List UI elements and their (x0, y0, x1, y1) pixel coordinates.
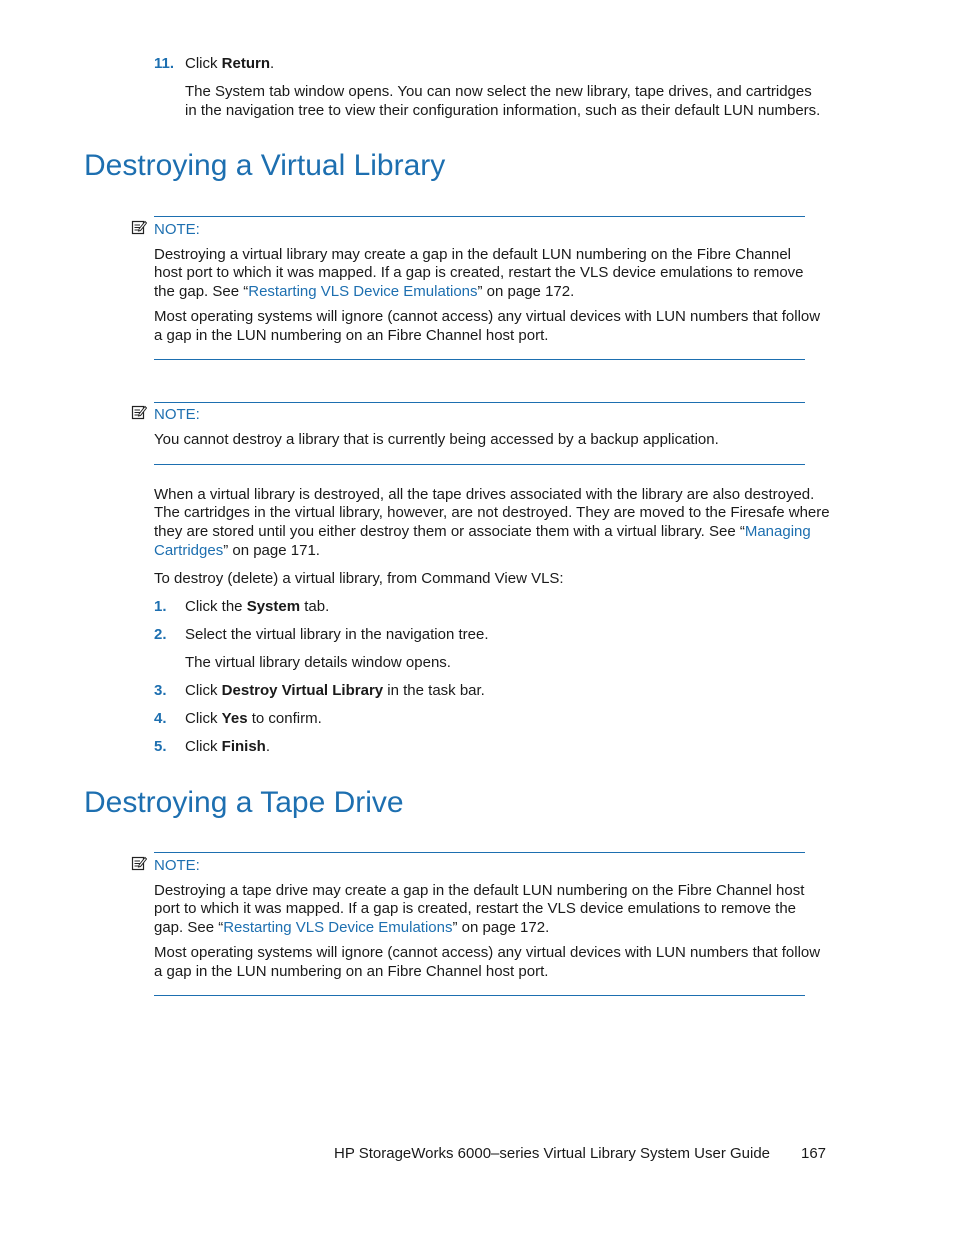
note-text-line: You cannot destroy a library that is currently being accessed by a backup application. (154, 431, 719, 448)
note-text-line: Most operating systems will ignore (cannot access) any virtual devices with LUN numbers that follow (154, 944, 821, 961)
note-text-line: Most operating systems will ignore (cannot access) any virtual devices with LUN numbers that follow (154, 308, 821, 325)
note-text-line: host port to which it was mapped. If a gap is created, restart the VLS device emulations to remove (154, 264, 804, 281)
body-line: The cartridges in the virtual library, however, are not destroyed. They are moved to the Firesafe where (154, 504, 830, 521)
step-11 (154, 54, 174, 73)
destroy-virtual-library-label: Destroy Virtual Library (221, 682, 384, 699)
procedure-intro: To destroy (delete) a virtual library, from Command View VLS: (154, 570, 564, 587)
note-text-line: a gap in the LUN numbering on an Fibre Channel host port. (154, 327, 549, 344)
step-2-subtext: The virtual library details window opens. (185, 654, 451, 671)
restarting-vls-link[interactable]: Restarting VLS Device Emulations (223, 919, 453, 936)
system-label: System (246, 598, 301, 615)
managing-cartridges-link[interactable]: Managing (744, 523, 811, 540)
note-pencil-icon (131, 855, 147, 871)
yes-label: Yes (221, 710, 248, 727)
section-title-destroying-virtual-library: Destroying a Virtual Library (84, 149, 446, 182)
step-5-text: Click Finish. (185, 738, 271, 755)
note-text-line: port to which it was mapped. If a gap is created, restart the VLS device emulations to remove the (154, 900, 796, 917)
note-top-rule (154, 852, 805, 853)
body-line: Cartridges” on page 171. (154, 542, 320, 559)
note-text-line: Destroying a tape drive may create a gap in the default LUN numbering on the Fibre Channel host (154, 882, 805, 899)
step-11-text: Click Return. (185, 55, 275, 72)
step-11-desc-line: The System tab window opens. You can now select the new library, tape drives, and cartridges (185, 83, 812, 100)
restarting-vls-link[interactable]: Restarting VLS Device Emulations (248, 283, 478, 300)
step-number: 5. (154, 738, 167, 755)
finish-label: Finish (221, 738, 266, 755)
step-4-text: Click Yes to confirm. (185, 710, 322, 727)
body-line: When a virtual library is destroyed, all the tape drives associated with the library are also destroyed. (154, 486, 815, 503)
note-pencil-icon (131, 404, 147, 420)
step-1-text: Click the System tab. (185, 598, 330, 615)
note-pencil-icon (131, 219, 147, 235)
footer-title: HP StorageWorks 6000–series Virtual Library System User Guide (334, 1145, 771, 1162)
step-3-text: Click Destroy Virtual Library in the task bar. (185, 682, 485, 699)
note-label: NOTE: (154, 857, 200, 874)
note-label: NOTE: (154, 221, 200, 238)
step-number: 11. (154, 55, 175, 72)
note-top-rule (154, 216, 805, 217)
step-number: 4. (154, 710, 167, 727)
note-bottom-rule (154, 359, 805, 360)
step-number: 2. (154, 626, 167, 643)
note-text-line: a gap in the LUN numbering on an Fibre Channel host port. (154, 963, 549, 980)
page-number: 167 (801, 1145, 827, 1162)
step-11-desc-line: in the navigation tree to view their configuration information, such as their default LUN numbers. (185, 102, 821, 119)
step-number: 1. (154, 598, 167, 615)
note-text-line: gap. See “Restarting VLS Device Emulations” on page 172. (154, 919, 550, 936)
body-line: they are stored until you either destroy them or associate them with a virtual library. See “Managing (154, 523, 811, 540)
managing-cartridges-link[interactable]: Cartridges (154, 542, 224, 559)
return-label: Return (221, 55, 271, 72)
note-bottom-rule (154, 464, 805, 465)
note-text-line: Destroying a virtual library may create a gap in the default LUN numbering on the Fibre Channel (154, 246, 792, 263)
step-number: 3. (154, 682, 167, 699)
note-label: NOTE: (154, 406, 200, 423)
note-bottom-rule (154, 995, 805, 996)
note-text-line: the gap. See “Restarting VLS Device Emulations” on page 172. (154, 283, 575, 300)
step-2-text: Select the virtual library in the navigation tree. (185, 626, 489, 643)
section-title-destroying-tape-drive: Destroying a Tape Drive (84, 786, 404, 819)
note-top-rule (154, 402, 805, 403)
